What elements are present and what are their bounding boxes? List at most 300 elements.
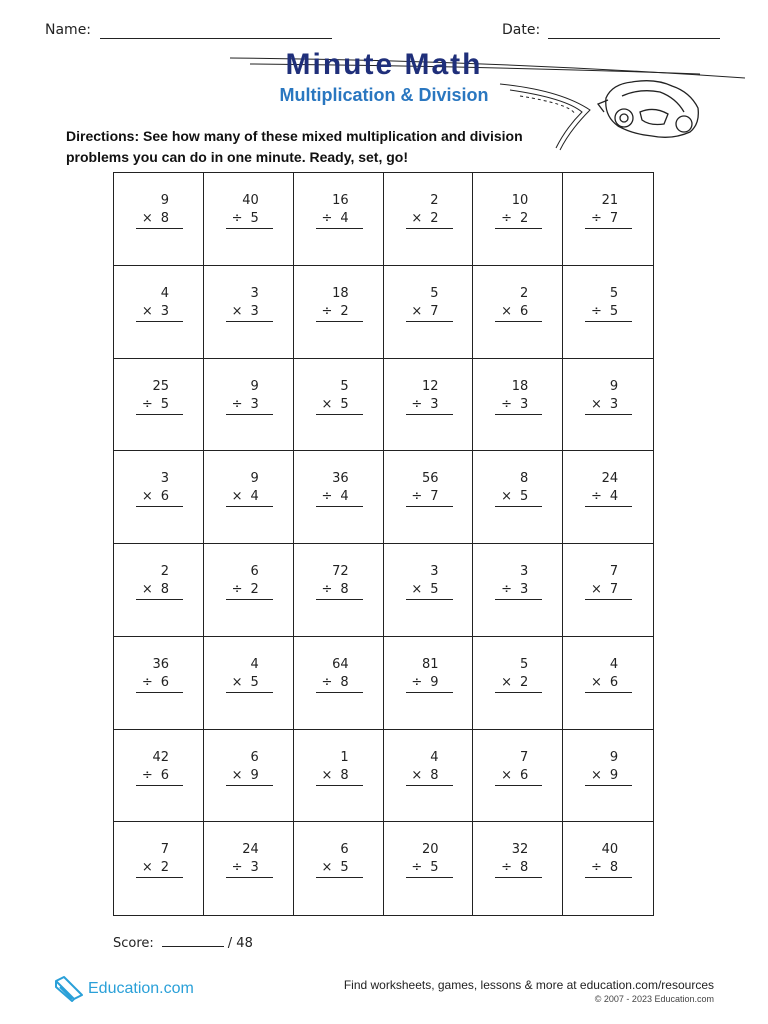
operator-row — [495, 767, 542, 786]
first-number: 2 — [430, 193, 439, 208]
problem-cell[interactable] — [473, 822, 563, 915]
problem-cell[interactable] — [384, 173, 474, 266]
math-problem — [585, 470, 632, 507]
problem-cell[interactable] — [473, 637, 563, 730]
math-problem — [226, 285, 273, 322]
second-number: 5 — [430, 582, 439, 597]
math-problem — [136, 749, 183, 786]
math-problem — [136, 656, 183, 693]
operator: × — [411, 303, 423, 319]
math-problem — [406, 749, 453, 786]
second-number: 3 — [520, 582, 529, 597]
second-number: 3 — [520, 396, 529, 412]
operator: ÷ — [321, 674, 333, 690]
operator: × — [141, 860, 153, 876]
operator: ÷ — [411, 860, 423, 876]
first-number: 5 — [340, 378, 349, 394]
operator: × — [321, 860, 333, 876]
math-problem — [316, 563, 363, 600]
second-number: 8 — [340, 674, 349, 690]
second-number: 5 — [609, 303, 619, 319]
operator-row — [406, 581, 453, 600]
second-number: 8 — [160, 582, 169, 597]
problem-cell[interactable] — [204, 730, 294, 823]
problem-cell[interactable] — [114, 173, 204, 266]
problem-cell[interactable] — [294, 359, 384, 452]
second-number: 3 — [160, 303, 169, 319]
math-problem — [136, 192, 183, 229]
math-problem — [406, 470, 453, 507]
second-number: 9 — [430, 674, 439, 690]
problem-cell[interactable] — [294, 266, 384, 359]
operator-row — [226, 210, 273, 229]
math-problem — [406, 378, 453, 415]
second-number: 5 — [250, 674, 259, 690]
first-number: 2 — [520, 285, 529, 301]
first-number: 36 — [332, 471, 349, 487]
first-number: 21 — [601, 193, 619, 208]
problem-cell[interactable] — [294, 637, 384, 730]
first-number: 1 — [340, 749, 349, 765]
second-number: 8 — [160, 211, 169, 226]
first-number: 10 — [511, 193, 529, 208]
first-number: 25 — [152, 378, 169, 394]
second-number: 2 — [340, 303, 349, 319]
operator: ÷ — [590, 489, 602, 505]
operator-row — [136, 303, 183, 322]
operator-row — [226, 674, 273, 693]
problem-cell[interactable] — [384, 359, 474, 452]
math-problem — [226, 749, 273, 786]
problem-cell[interactable] — [384, 451, 474, 544]
operator-row — [406, 210, 453, 229]
second-number: 7 — [609, 211, 619, 226]
operator-row — [136, 210, 183, 229]
math-problem — [585, 285, 632, 322]
problem-grid — [113, 172, 654, 916]
first-number: 20 — [421, 842, 439, 858]
operator-row — [316, 767, 363, 786]
operator-row — [585, 210, 632, 229]
problem-cell[interactable] — [204, 544, 294, 637]
math-problem — [406, 841, 453, 878]
operator-row — [316, 859, 363, 878]
operator: ÷ — [231, 396, 243, 412]
first-number: 4 — [609, 656, 619, 672]
first-number: 24 — [601, 471, 619, 487]
second-number: 2 — [520, 211, 529, 226]
operator: × — [590, 674, 602, 690]
operator: × — [321, 396, 333, 412]
second-number: 7 — [430, 489, 439, 505]
first-number: 9 — [609, 378, 619, 394]
operator: × — [141, 303, 153, 319]
math-problem — [316, 841, 363, 878]
second-number: 8 — [609, 860, 619, 876]
problem-cell[interactable] — [294, 544, 384, 637]
score-total: / 48 — [227, 936, 253, 951]
first-number: 12 — [421, 378, 439, 394]
math-problem — [226, 192, 273, 229]
operator: ÷ — [411, 674, 423, 690]
operator-row — [406, 859, 453, 878]
second-number: 6 — [160, 489, 169, 505]
operator: ÷ — [501, 211, 513, 226]
operator-row — [406, 767, 453, 786]
operator: ÷ — [501, 396, 513, 412]
operator: × — [231, 674, 243, 690]
operator: ÷ — [501, 860, 513, 876]
operator: ÷ — [321, 303, 333, 319]
score-field[interactable] — [162, 934, 224, 947]
first-number: 7 — [609, 564, 619, 579]
second-number: 5 — [520, 489, 529, 505]
operator: ÷ — [590, 303, 602, 319]
operator: ÷ — [141, 396, 153, 412]
math-problem — [495, 656, 542, 693]
first-number: 3 — [250, 285, 259, 301]
math-problem — [585, 749, 632, 786]
problem-cell[interactable] — [563, 544, 653, 637]
math-problem — [316, 656, 363, 693]
second-number: 5 — [430, 860, 439, 876]
first-number: 36 — [152, 656, 169, 672]
operator-row — [495, 859, 542, 878]
brand-name: Education.com — [88, 980, 194, 997]
second-number: 4 — [250, 489, 259, 505]
first-number: 7 — [520, 749, 529, 765]
operator-row — [585, 488, 632, 507]
first-number: 16 — [332, 193, 349, 208]
second-number: 2 — [160, 860, 169, 876]
operator: × — [141, 211, 153, 226]
operator: × — [501, 674, 513, 690]
problem-cell[interactable] — [473, 359, 563, 452]
math-problem — [495, 841, 542, 878]
first-number: 9 — [250, 378, 259, 394]
operator: × — [590, 767, 602, 783]
problem-cell[interactable] — [114, 822, 204, 915]
problem-cell[interactable] — [473, 173, 563, 266]
date-label: Date: — [502, 22, 541, 38]
second-number: 5 — [250, 211, 259, 226]
operator-row — [136, 396, 183, 415]
math-problem — [136, 470, 183, 507]
second-number: 3 — [250, 860, 259, 876]
first-number: 7 — [160, 842, 169, 858]
second-number: 5 — [340, 396, 349, 412]
operator-row — [136, 488, 183, 507]
math-problem — [226, 563, 273, 600]
second-number: 2 — [520, 674, 529, 690]
first-number: 6 — [250, 564, 259, 579]
first-number: 5 — [430, 285, 439, 301]
problem-cell[interactable] — [473, 730, 563, 823]
first-number: 6 — [340, 842, 349, 858]
first-number: 3 — [430, 564, 439, 579]
education-logo[interactable] — [52, 975, 194, 1003]
operator-row — [316, 581, 363, 600]
operator-row — [585, 581, 632, 600]
operator: × — [590, 396, 602, 412]
operator-row — [226, 303, 273, 322]
math-problem — [495, 563, 542, 600]
second-number: 6 — [609, 674, 619, 690]
problem-cell[interactable] — [384, 822, 474, 915]
operator-row — [585, 674, 632, 693]
second-number: 5 — [160, 396, 169, 412]
math-problem — [136, 563, 183, 600]
first-number: 24 — [242, 842, 259, 858]
operator: ÷ — [590, 860, 602, 876]
math-problem — [495, 378, 542, 415]
operator: ÷ — [321, 211, 333, 226]
operator-row — [226, 488, 273, 507]
first-number: 42 — [152, 749, 169, 765]
problem-cell[interactable] — [473, 451, 563, 544]
math-problem — [226, 656, 273, 693]
problem-cell[interactable] — [114, 451, 204, 544]
operator: ÷ — [141, 767, 153, 783]
first-number: 2 — [160, 564, 169, 579]
page-subtitle: Multiplication & Division — [279, 85, 489, 105]
problem-cell[interactable] — [294, 730, 384, 823]
operator: × — [231, 303, 243, 319]
second-number: 3 — [609, 396, 619, 412]
problem-cell[interactable] — [563, 451, 653, 544]
operator: × — [501, 303, 513, 319]
first-number: 40 — [601, 842, 619, 858]
second-number: 8 — [430, 767, 439, 783]
operator: × — [590, 582, 602, 597]
first-number: 9 — [160, 193, 169, 208]
logo-icon — [52, 975, 86, 1003]
math-problem — [585, 192, 632, 229]
name-field[interactable] — [100, 38, 332, 39]
problem-cell[interactable] — [114, 730, 204, 823]
first-number: 8 — [520, 471, 529, 487]
first-number: 18 — [511, 378, 529, 394]
problem-cell[interactable] — [204, 822, 294, 915]
operator-row — [226, 767, 273, 786]
second-number: 3 — [430, 396, 439, 412]
math-problem — [136, 285, 183, 322]
operator: × — [411, 582, 423, 597]
first-number: 3 — [160, 471, 169, 487]
problem-cell[interactable] — [563, 266, 653, 359]
second-number: 9 — [609, 767, 619, 783]
operator-row — [406, 303, 453, 322]
operator-row — [495, 488, 542, 507]
problem-cell[interactable] — [563, 637, 653, 730]
operator-row — [316, 210, 363, 229]
math-problem — [226, 470, 273, 507]
second-number: 6 — [520, 767, 529, 783]
operator: ÷ — [231, 860, 243, 876]
problem-cell[interactable] — [384, 637, 474, 730]
second-number: 3 — [250, 396, 259, 412]
math-problem — [316, 378, 363, 415]
date-field[interactable] — [548, 38, 720, 39]
second-number: 8 — [340, 582, 349, 597]
operator: × — [411, 211, 423, 226]
math-problem — [495, 192, 542, 229]
operator-row — [585, 859, 632, 878]
math-problem — [585, 656, 632, 693]
operator-row — [316, 488, 363, 507]
operator: ÷ — [321, 489, 333, 505]
first-number: 4 — [160, 285, 169, 301]
first-number: 64 — [332, 656, 349, 672]
operator-row — [585, 767, 632, 786]
problem-cell[interactable] — [204, 451, 294, 544]
problem-cell[interactable] — [294, 173, 384, 266]
problem-cell[interactable] — [384, 730, 474, 823]
first-number: 40 — [242, 193, 259, 208]
operator: ÷ — [141, 674, 153, 690]
second-number: 5 — [340, 860, 349, 876]
math-problem — [585, 841, 632, 878]
math-problem — [226, 378, 273, 415]
first-number: 4 — [430, 749, 439, 765]
operator: ÷ — [411, 489, 423, 505]
second-number: 2 — [250, 582, 259, 597]
math-problem — [495, 470, 542, 507]
problem-cell[interactable] — [204, 173, 294, 266]
problem-cell[interactable] — [114, 544, 204, 637]
first-number: 56 — [421, 471, 439, 487]
score-label: Score: — [113, 936, 154, 951]
first-number: 3 — [520, 564, 529, 579]
math-problem — [495, 285, 542, 322]
operator-row — [406, 674, 453, 693]
operator: × — [141, 489, 153, 505]
operator-row — [136, 859, 183, 878]
operator: ÷ — [411, 396, 423, 412]
operator: ÷ — [231, 211, 243, 226]
second-number: 8 — [520, 860, 529, 876]
math-problem — [316, 192, 363, 229]
math-problem — [316, 749, 363, 786]
operator-row — [585, 396, 632, 415]
operator-row — [136, 767, 183, 786]
operator-row — [136, 581, 183, 600]
operator: ÷ — [501, 582, 513, 597]
first-number: 81 — [421, 656, 439, 672]
operator-row — [226, 581, 273, 600]
operator-row — [136, 674, 183, 693]
math-problem — [226, 841, 273, 878]
second-number: 3 — [250, 303, 259, 319]
footer — [344, 978, 714, 1004]
operator: × — [321, 767, 333, 783]
second-number: 4 — [609, 489, 619, 505]
problem-cell[interactable] — [204, 266, 294, 359]
problem-cell[interactable] — [384, 544, 474, 637]
math-problem — [406, 656, 453, 693]
operator-row — [495, 581, 542, 600]
first-number: 32 — [511, 842, 529, 858]
second-number: 7 — [430, 303, 439, 319]
operator-row — [495, 674, 542, 693]
operator-row — [226, 396, 273, 415]
second-number: 6 — [160, 674, 169, 690]
operator: × — [501, 767, 513, 783]
math-problem — [406, 192, 453, 229]
second-number: 2 — [430, 211, 439, 226]
math-problem — [316, 470, 363, 507]
copyright: © 2007 - 2023 Education.com — [594, 994, 714, 1004]
operator-row — [495, 210, 542, 229]
operator-row — [585, 303, 632, 322]
operator: ÷ — [231, 582, 243, 597]
math-problem — [585, 378, 632, 415]
problem-cell[interactable] — [563, 822, 653, 915]
second-number: 6 — [520, 303, 529, 319]
problem-cell[interactable] — [114, 637, 204, 730]
second-number: 8 — [340, 767, 349, 783]
directions-text: Directions: See how many of these mixed multiplication and division problems you can do in one minute. Ready, set, go! — [66, 128, 523, 165]
score-area — [113, 934, 253, 951]
operator: × — [501, 489, 513, 505]
operator-row — [316, 674, 363, 693]
math-problem — [585, 563, 632, 600]
problem-cell[interactable] — [294, 451, 384, 544]
first-number: 5 — [520, 656, 529, 672]
problem-cell[interactable] — [563, 730, 653, 823]
footer-tagline: Find worksheets, games, lessons & more at education.com/resources — [343, 978, 714, 992]
problem-cell[interactable] — [473, 266, 563, 359]
operator: × — [411, 767, 423, 783]
first-number: 9 — [250, 471, 259, 487]
operator-row — [495, 396, 542, 415]
problem-cell[interactable] — [114, 266, 204, 359]
operator: ÷ — [321, 582, 333, 597]
first-number: 6 — [250, 749, 259, 765]
problem-cell[interactable] — [563, 359, 653, 452]
math-problem — [406, 285, 453, 322]
math-problem — [406, 563, 453, 600]
operator-row — [316, 303, 363, 322]
first-number: 5 — [609, 285, 619, 301]
operator: × — [141, 582, 153, 597]
second-number: 4 — [340, 211, 349, 226]
math-problem — [136, 378, 183, 415]
problem-cell[interactable] — [204, 637, 294, 730]
problem-cell[interactable] — [384, 266, 474, 359]
operator-row — [226, 859, 273, 878]
operator: × — [231, 767, 243, 783]
first-number: 72 — [332, 564, 349, 579]
first-number: 18 — [332, 285, 349, 301]
second-number: 7 — [609, 582, 619, 597]
problem-cell[interactable] — [563, 173, 653, 266]
operator-row — [406, 488, 453, 507]
operator-row — [495, 303, 542, 322]
problem-cell[interactable] — [114, 359, 204, 452]
problem-cell[interactable] — [473, 544, 563, 637]
operator: × — [231, 489, 243, 505]
page-title: Minute Math — [285, 48, 483, 81]
math-problem — [316, 285, 363, 322]
second-number: 4 — [340, 489, 349, 505]
operator-row — [316, 396, 363, 415]
first-number: 4 — [250, 656, 259, 672]
math-problem — [495, 749, 542, 786]
problem-cell[interactable] — [294, 822, 384, 915]
operator: ÷ — [590, 211, 602, 226]
problem-cell[interactable] — [204, 359, 294, 452]
